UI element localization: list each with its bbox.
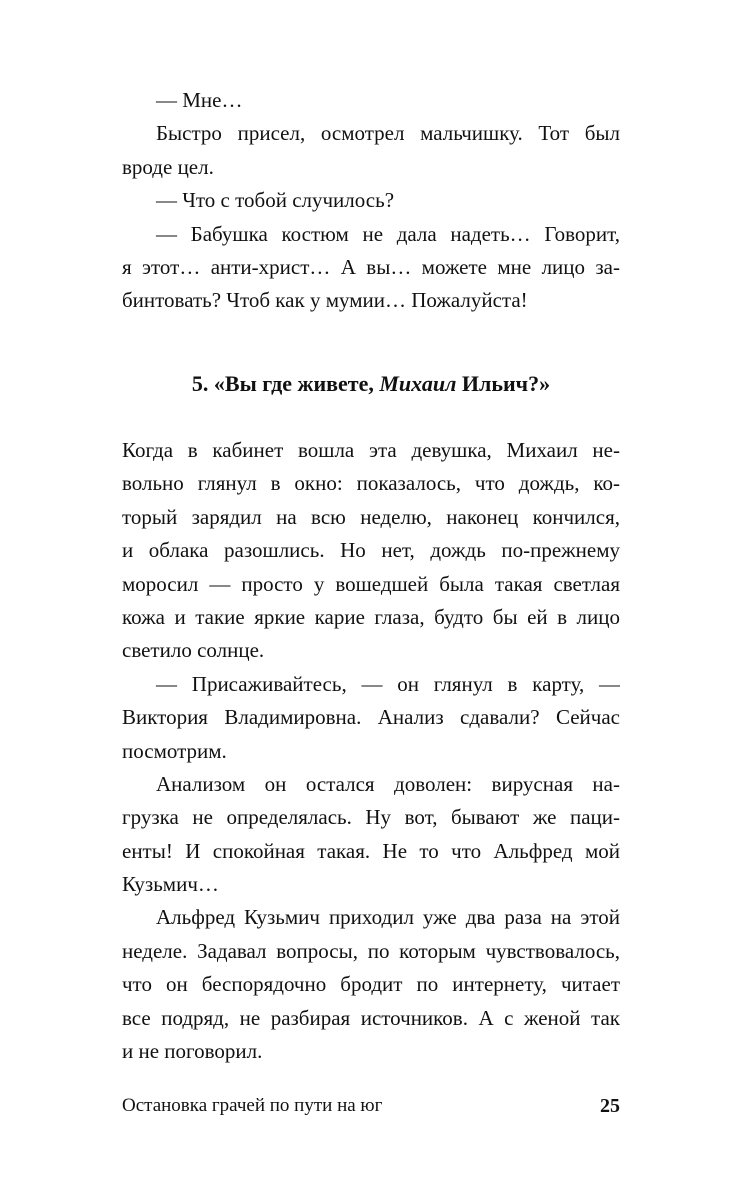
text-line: Кузьмич…	[122, 872, 219, 897]
text-line: светило солнце.	[122, 638, 265, 663]
text-line: неделе. Задавал вопросы, по которым чувствовалось,	[122, 938, 620, 963]
text-line: — Мне…	[156, 88, 243, 112]
text-line: — Что с тобой случилось?	[156, 188, 395, 213]
text-line: вольно глянул в окно: показалось, что дождь, ко-	[122, 471, 620, 496]
text-line: кожа и такие яркие карие глаза, будто бы ей в лицо	[122, 604, 620, 629]
text-line: — Бабушка костюм не дала надеть… Говорит,	[156, 221, 620, 246]
chapter-title-italic: Михаил	[379, 371, 457, 396]
chapter-title-start: «Вы где живете,	[213, 371, 374, 396]
text-line: моросил — просто у вошедшей была такая светлая	[122, 571, 620, 596]
text-line: я этот… анти-христ… А вы… можете мне лицо за-	[122, 254, 620, 279]
intro-text	[122, 84, 620, 318]
chapter-title-end: Ильич?»	[461, 371, 551, 396]
text-line: все подряд, не разбирая источников. А с женой так	[122, 1005, 620, 1030]
text-line: — Присаживайтесь, — он глянул в карту, —	[156, 671, 620, 696]
text-line: грузка не определялась. Ну вот, бывают же паци-	[122, 805, 620, 830]
chapter-body	[122, 434, 620, 1068]
text-line: Быстро присел, осмотрел мальчишку. Тот был	[156, 121, 620, 146]
text-line: бинтовать? Чтоб как у мумии… Пожалуйста!	[122, 288, 528, 313]
text-line: и не поговорил.	[122, 1039, 263, 1064]
text-line: енты! И спокойная такая. Не то что Альфред мой	[122, 838, 620, 863]
text-line: Когда в кабинет вошла эта девушка, Михаил не-	[122, 438, 620, 462]
text-line: Альфред Кузьмич приходил уже два раза на этой	[156, 905, 620, 930]
text-line: что он беспорядочно бродит по интернету, читает	[122, 972, 620, 997]
text-line: посмотрим.	[122, 738, 227, 763]
running-footer-title: Остановка грачей по пути на юг	[122, 1095, 383, 1116]
chapter-heading	[122, 364, 620, 404]
text-line: Анализом он остался доволен: вирусная на-	[156, 771, 620, 796]
page-number: 25	[600, 1095, 620, 1117]
text-line: Виктория Владимировна. Анализ сдавали? Сейчас	[122, 705, 620, 730]
chapter-number: 5.	[191, 371, 209, 396]
text-line: вроде цел.	[122, 154, 214, 179]
text-line: и облака разошлись. Но нет, дождь по-прежнему	[122, 538, 620, 563]
text-line: торый зарядил на всю неделю, наконец кончился,	[122, 504, 620, 529]
